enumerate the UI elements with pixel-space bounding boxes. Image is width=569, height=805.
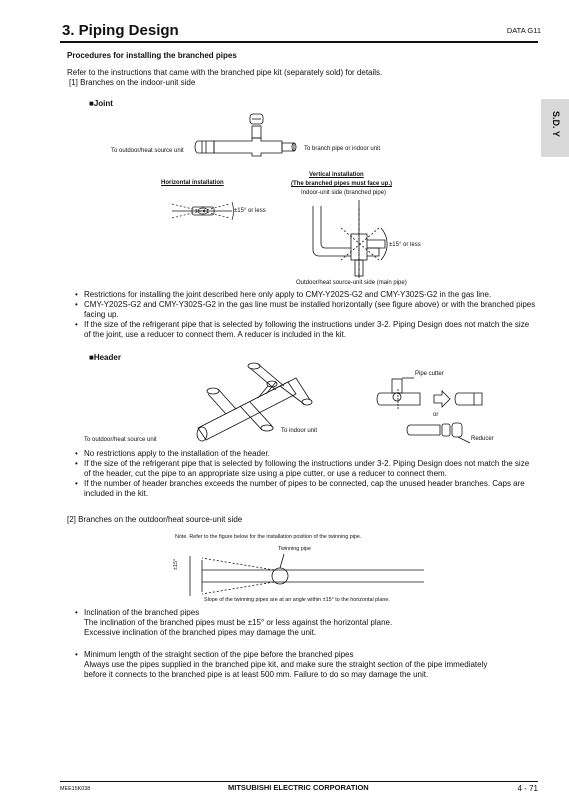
vertical-title: Vertical installation	[309, 172, 364, 178]
twinning-pipe-label: Twinning pipe	[278, 546, 311, 552]
procedures-heading: Procedures for installing the branched pipes	[67, 51, 237, 60]
min-length-line-2: before it connects to the branched pipe is at least 500 mm. Failure to do so may damage the unit.	[84, 670, 429, 679]
vertical-diagram	[295, 198, 415, 280]
subsection1-title: [1] Branches on the indoor-unit side	[69, 78, 196, 87]
min-length-title: • Minimum length of the straight section of the pipe before the branched pipes	[75, 650, 537, 660]
or-label: or	[433, 412, 439, 418]
reducer-label: Reducer	[471, 436, 494, 442]
horizontal-title: Horizontal installation	[161, 180, 224, 186]
vertical-note: (The branched pipes must face up.)	[291, 181, 393, 187]
min-length-line-1: Always use the pipes supplied in the branched pipe kit, and make sure the straight section of the pipe immediately	[84, 660, 488, 669]
footer-rule	[60, 781, 538, 782]
joint-label-branch: To branch pipe or indoor unit	[304, 146, 381, 152]
header-note-3: • If the number of header branches exceeds the number of pipes to be connected, cap the unused header branches. Caps are included in the kit.	[75, 479, 537, 499]
side-tab	[541, 99, 569, 157]
vertical-angle: ±15° or less	[389, 242, 421, 248]
header-note-2: • If the size of the refrigerant pipe that is selected by following the instructions under 3-2. Piping Design does not match the size of the header, cut the pipe to an appropriate size using a pipe cutter, or use a reducer to connect them.	[75, 459, 537, 479]
pipe-cutter-label: Pipe cutter	[415, 371, 444, 377]
joint-diagram	[190, 108, 310, 164]
header-label-indoor: To indoor unit	[281, 428, 318, 434]
header-title: ■Header	[89, 353, 121, 362]
footer-page: 4 - 71	[517, 784, 538, 793]
twinning-diagram	[176, 552, 426, 596]
twinning-note: Note. Refer to the figure below for the installation position of the twinning pipe.	[175, 534, 362, 540]
inclination-line-2: Excessive inclination of the branched pipes may damage the unit.	[84, 628, 317, 637]
inclination-title: • Inclination of the branched pipes	[75, 608, 537, 618]
side-tab-label: S.D. Y	[551, 111, 561, 137]
horizontal-diagram	[170, 196, 240, 226]
joint-note-1: • Restrictions for installing the joint described here only apply to CMY-Y202S-G2 and CMY-Y302S-G2 in the gas line.	[75, 290, 537, 300]
subsection2-title: [2] Branches on the outdoor/heat source-unit side	[67, 515, 243, 524]
vertical-bottom-label: Outdoor/heat source-unit side (main pipe)	[296, 280, 407, 286]
horizontal-angle: ±15° or less	[234, 208, 266, 214]
header-rule	[60, 41, 538, 43]
inclination-block	[75, 608, 537, 618]
min-length-block	[75, 650, 537, 660]
doc-label: DATA G11	[506, 26, 541, 35]
joint-title: ■Joint	[89, 99, 113, 108]
twinning-slope-caption: Slope of the twinning pipes are at an angle within ±15° to the horizontal plane.	[204, 597, 390, 603]
twinning-angle: ±15°	[173, 558, 179, 570]
header-note-1: • No restrictions apply to the installation of the header.	[75, 449, 537, 459]
joint-note-3: • If the size of the refrigerant pipe that is selected by following the instructions under 3-2. Piping Design does not match the size of the joint, use a reducer to connect them. A reducer is included in the kit.	[75, 320, 537, 340]
inclination-line-1: The inclination of the branched pipes must be ±15° or less against the horizontal plane.	[84, 618, 393, 627]
footer-company: MITSUBISHI ELECTRIC CORPORATION	[228, 783, 369, 792]
joint-note-2: • CMY-Y202S-G2 and CMY-Y302S-G2 in the gas line must be installed horizontally (see figure above) or with the branched pipes facing up.	[75, 300, 537, 320]
section-title: 3. Piping Design	[62, 22, 179, 39]
joint-label-outdoor: To outdoor/heat source unit	[111, 148, 184, 154]
joint-notes	[75, 290, 537, 340]
header-notes	[75, 449, 537, 499]
intro-line: Refer to the instructions that came with the branched pipe kit (separately sold) for details.	[67, 68, 383, 77]
footer-code: MEE15K038	[60, 786, 91, 792]
vertical-side-label: Indoor-unit side (branched pipe)	[301, 190, 387, 196]
header-label-outdoor: To outdoor/heat source unit	[84, 437, 157, 443]
